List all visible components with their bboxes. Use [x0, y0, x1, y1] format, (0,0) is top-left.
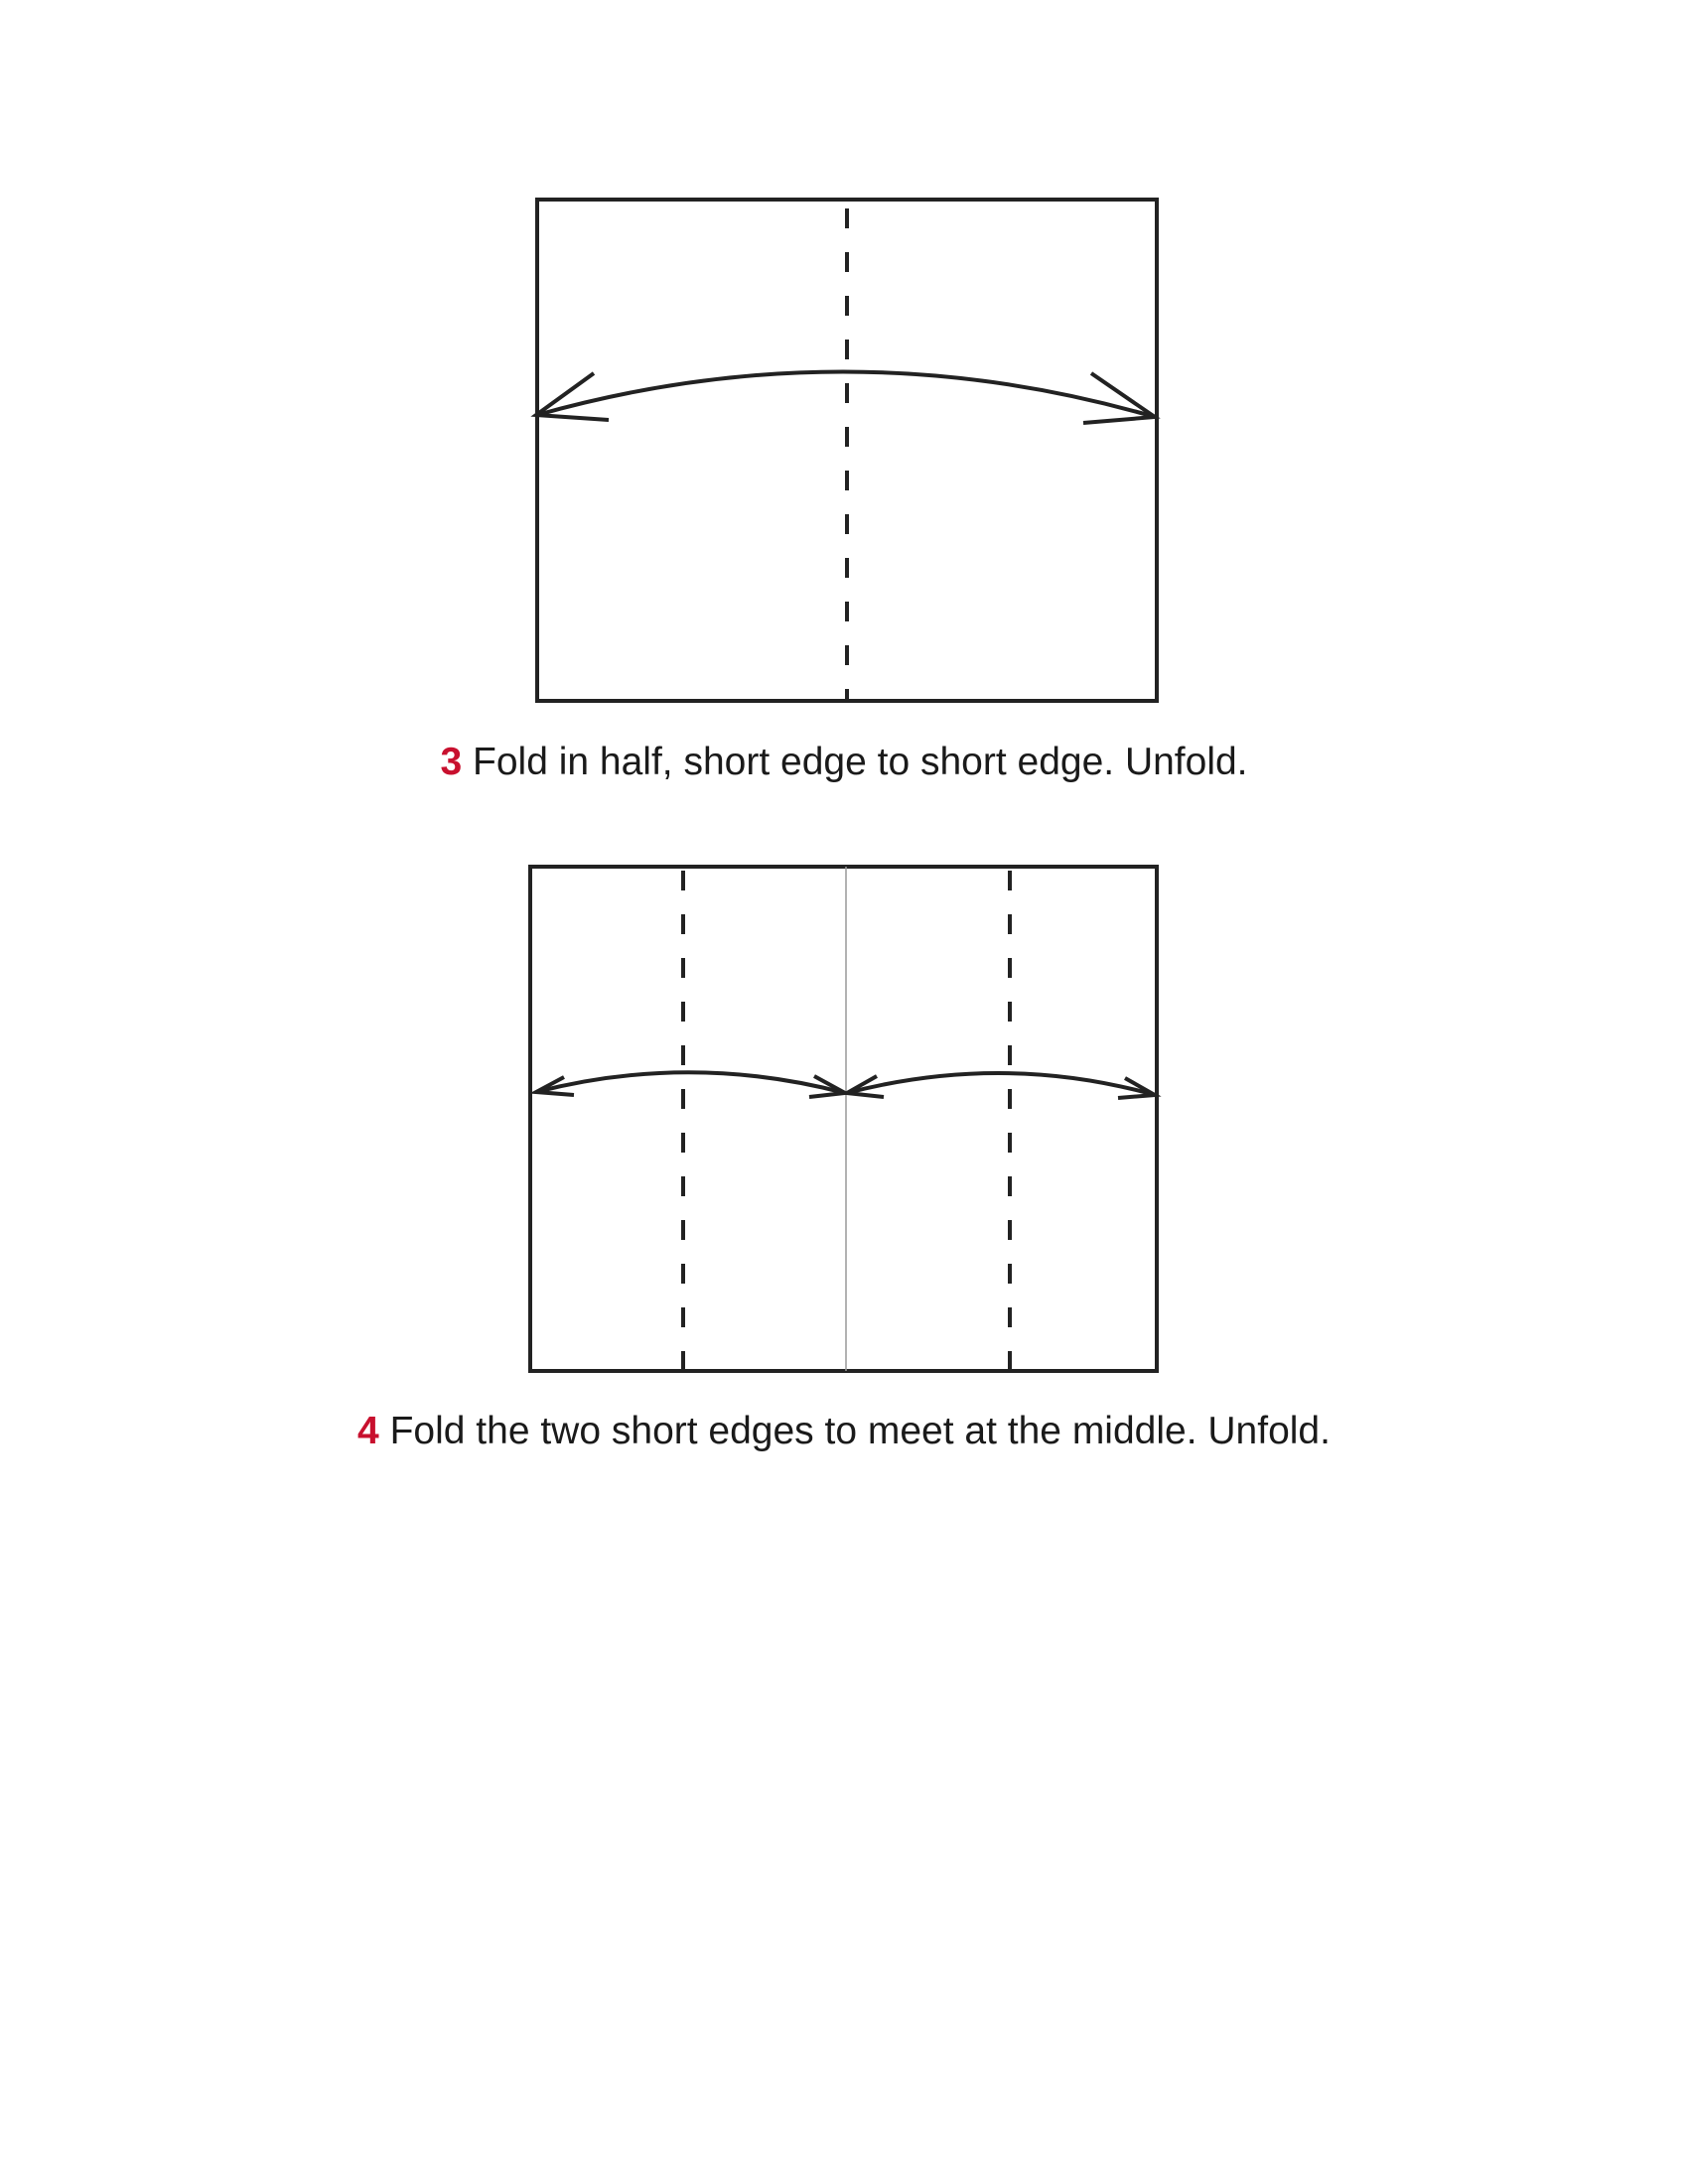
step-4-diagram — [0, 854, 1688, 1380]
left-fold-arrow-curve — [536, 1072, 845, 1093]
step-3-diagram — [0, 0, 1688, 715]
step-4-text: Fold the two short edges to meet at the middle. Unfold. — [389, 1410, 1331, 1452]
step-4-number: 4 — [357, 1410, 379, 1452]
paper-rectangle — [530, 867, 1157, 1371]
step-3-number: 3 — [440, 741, 463, 783]
step-4-caption — [0, 1412, 1688, 1450]
step-3-text: Fold in half, short edge to short edge. Unfold. — [473, 741, 1248, 783]
step-3-caption — [0, 743, 1688, 781]
paper-rectangle — [537, 200, 1157, 701]
right-fold-arrow-curve — [847, 1073, 1155, 1095]
